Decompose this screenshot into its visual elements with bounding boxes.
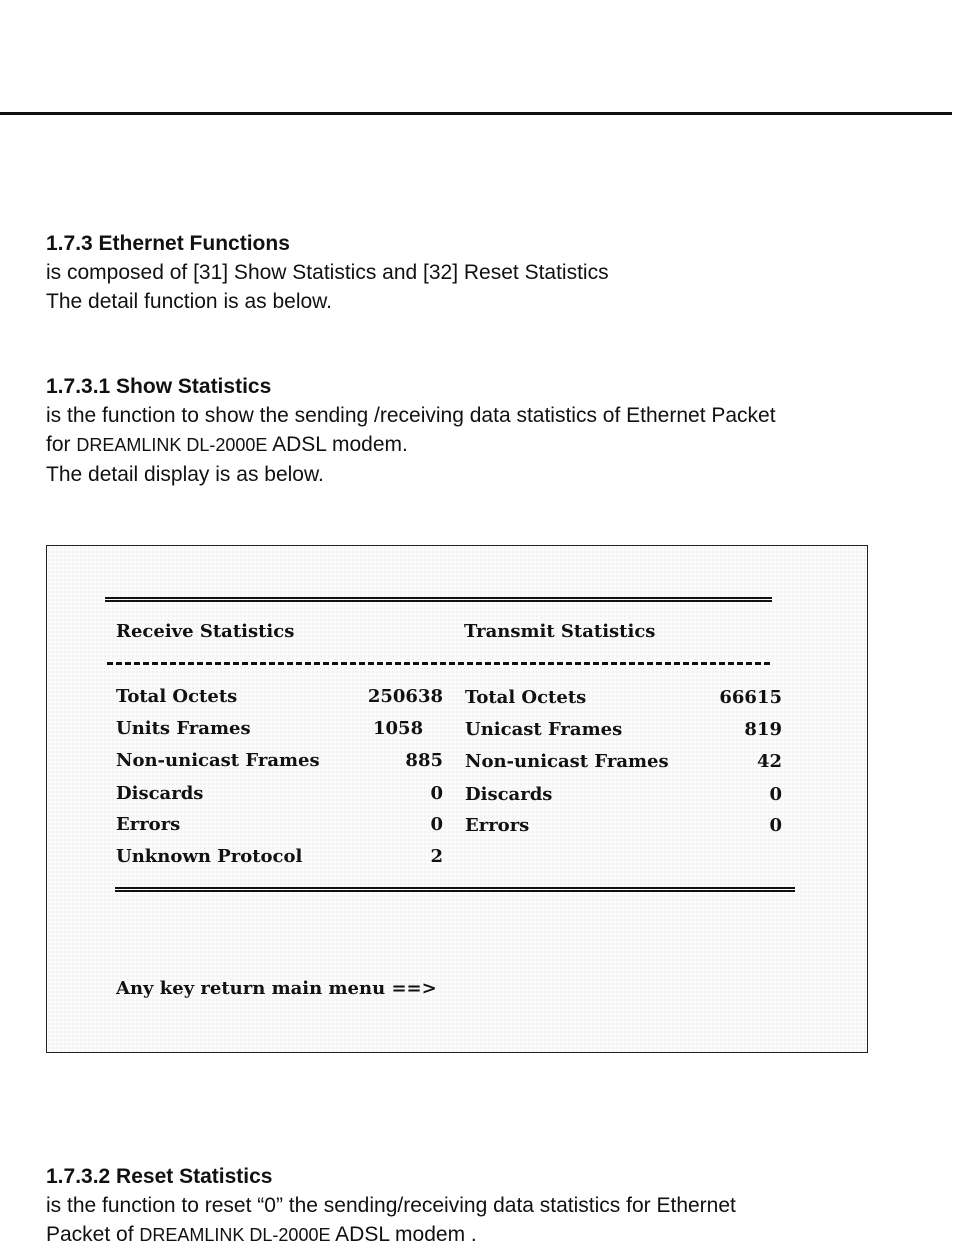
transmit-value: 0 <box>769 815 782 836</box>
transmit-label: Errors <box>465 815 530 836</box>
model-name: DREAMLINK DL-2000E <box>76 435 268 455</box>
section-show-statistics <box>46 372 926 489</box>
transmit-value: 42 <box>756 751 782 772</box>
receive-label: Discards <box>116 783 204 804</box>
paragraph-line: is the function to reset “0” the sending/receiving data statistics for Ethernet <box>46 1194 736 1217</box>
transmit-label: Discards <box>465 784 553 805</box>
paragraph-line: The detail display is as below. <box>46 463 324 486</box>
transmit-value: 0 <box>769 784 782 805</box>
receive-label: Unknown Protocol <box>116 846 303 867</box>
section-ethernet-functions <box>46 229 926 316</box>
section-heading: 1.7.3.1 Show Statistics <box>46 375 272 398</box>
transmit-label: Unicast Frames <box>465 719 623 740</box>
double-rule-top <box>105 597 772 602</box>
receive-value: 2 <box>430 846 443 867</box>
receive-label: Errors <box>116 814 181 835</box>
section-reset-statistics <box>46 1162 926 1250</box>
section-heading: 1.7.3 Ethernet Functions <box>46 232 290 255</box>
transmit-label: Non-unicast Frames <box>465 751 669 772</box>
text-fragment: for <box>46 433 77 456</box>
paragraph-line: is composed of [31] Show Statistics and [32] Reset Statistics <box>46 261 609 284</box>
header-rule <box>0 112 952 115</box>
transmit-value: 819 <box>744 719 782 740</box>
double-rule-bottom <box>115 887 795 892</box>
receive-value: 250638 <box>367 686 443 707</box>
text-fragment: ADSL modem. <box>267 433 408 456</box>
model-name: DREAMLINK DL-2000E <box>139 1225 331 1245</box>
section-heading: 1.7.3.2 Reset Statistics <box>46 1165 273 1188</box>
paragraph-line: is the function to show the sending /receiving data statistics of Ethernet Packet <box>46 404 776 427</box>
paragraph-line <box>46 430 926 460</box>
receive-label: Units Frames <box>116 718 251 739</box>
receive-value: 0 <box>430 783 443 804</box>
transmit-label: Total Octets <box>465 687 587 708</box>
transmit-value: 66615 <box>719 687 782 708</box>
text-fragment: Packet of <box>46 1223 140 1246</box>
transmit-header: Transmit Statistics <box>464 621 656 642</box>
paragraph-line: The detail function is as below. <box>46 290 333 313</box>
terminal-screen <box>46 545 868 1053</box>
return-prompt[interactable]: Any key return main menu ==> <box>116 978 437 999</box>
dashed-separator <box>107 662 770 665</box>
receive-label: Non-unicast Frames <box>116 750 320 771</box>
paragraph-line <box>46 1220 926 1250</box>
receive-label: Total Octets <box>116 686 238 707</box>
receive-value: 1058 <box>373 718 424 739</box>
receive-header: Receive Statistics <box>116 621 295 642</box>
text-fragment: ADSL modem . <box>330 1223 477 1246</box>
receive-value: 0 <box>430 814 443 835</box>
receive-value: 885 <box>405 750 443 771</box>
